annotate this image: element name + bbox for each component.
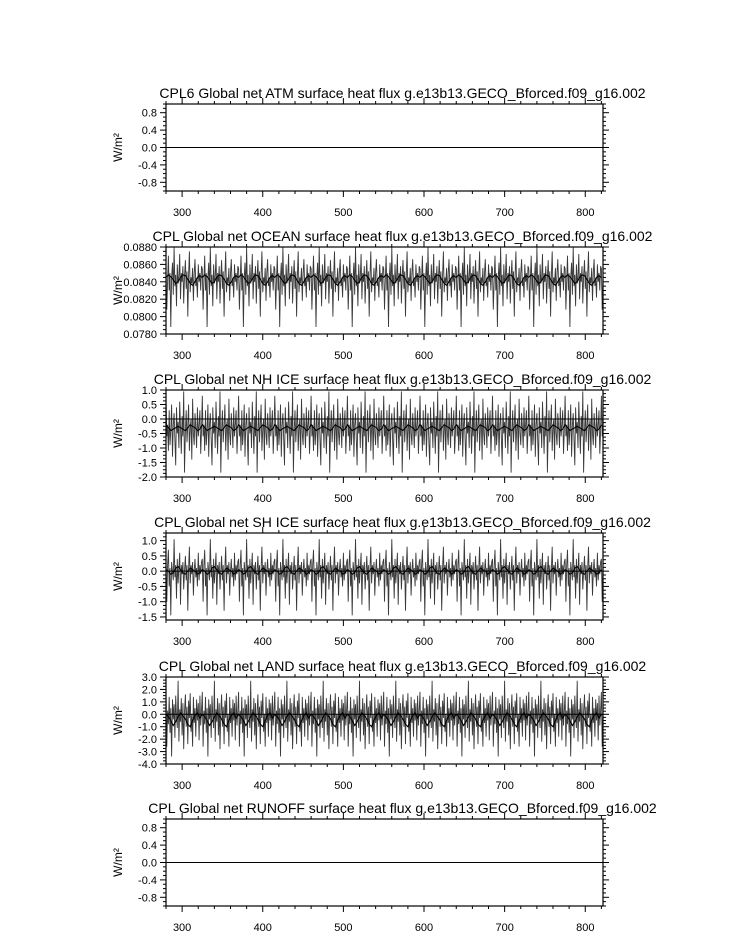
y-tick-label: 3.0 <box>141 672 157 684</box>
x-tick-label: 800 <box>576 922 595 934</box>
panel-title: CPL6 Global net ATM surface heat flux g.e13b13.GECO_Bforced.f09_g16.002 <box>159 85 646 101</box>
y-tick-label: -0.5 <box>138 581 157 594</box>
x-tick-label: 500 <box>334 350 353 362</box>
y-axis-label: W/m² <box>111 848 125 877</box>
y-tick-label: 0.0 <box>141 566 157 579</box>
y-tick-label: -1.0 <box>138 596 157 609</box>
x-tick-label: 600 <box>414 780 434 792</box>
series-line-monthly <box>166 539 603 615</box>
y-tick-label: 0.0 <box>141 142 157 155</box>
y-axis-label: W/m² <box>111 562 125 591</box>
x-tick-label: 800 <box>576 207 595 219</box>
x-tick-label: 800 <box>576 780 595 792</box>
y-tick-label: 0.0 <box>141 709 157 722</box>
x-tick-label: 300 <box>172 780 192 792</box>
y-tick-label: -1.5 <box>138 457 157 470</box>
y-tick-label: -0.4 <box>138 874 157 887</box>
y-tick-label: -0.4 <box>138 159 157 172</box>
y-tick-label: -0.5 <box>138 428 157 441</box>
panel-3 <box>111 514 651 648</box>
panel-5 <box>111 800 657 934</box>
x-tick-label: 500 <box>334 780 353 792</box>
panel-0 <box>111 85 646 219</box>
y-tick-label: 0.4 <box>141 840 157 853</box>
x-tick-label: 400 <box>253 493 272 505</box>
series-line-monthly <box>166 391 603 472</box>
y-tick-label: 0.8 <box>141 107 157 120</box>
x-tick-label: 600 <box>414 636 434 648</box>
y-tick-label: 1.0 <box>141 385 157 397</box>
x-tick-label: 300 <box>172 493 192 505</box>
series-line-monthly <box>166 247 603 327</box>
panel-2 <box>111 371 651 505</box>
panel-title: CPL Global net OCEAN surface heat flux g.e13b13.GECO_Bforced.f09_g16.002 <box>152 228 653 244</box>
y-tick-label: 0.0 <box>141 414 157 426</box>
y-tick-label: 0.0820 <box>123 294 157 307</box>
y-tick-label: -4.0 <box>138 759 157 771</box>
x-tick-label: 400 <box>253 922 272 934</box>
x-tick-label: 500 <box>334 636 353 648</box>
x-tick-label: 300 <box>172 636 192 648</box>
x-tick-label: 300 <box>172 922 192 934</box>
y-axis-label: W/m² <box>111 706 125 735</box>
x-tick-label: 500 <box>334 493 353 505</box>
y-tick-label: 1.0 <box>141 696 157 709</box>
x-tick-label: 600 <box>414 922 434 934</box>
x-tick-label: 800 <box>576 636 595 648</box>
y-tick-label: 0.5 <box>141 399 157 412</box>
x-tick-label: 500 <box>334 922 353 934</box>
y-tick-label: -1.0 <box>138 443 157 455</box>
y-tick-label: 0.5 <box>141 550 157 563</box>
x-tick-label: 800 <box>576 350 595 362</box>
x-tick-label: 500 <box>334 207 353 219</box>
y-tick-label: -3.0 <box>138 746 157 759</box>
x-tick-label: 700 <box>495 636 514 648</box>
x-tick-label: 300 <box>172 207 192 219</box>
x-tick-label: 400 <box>253 207 272 219</box>
x-tick-label: 300 <box>172 350 192 362</box>
y-tick-label: -2.0 <box>138 472 157 484</box>
y-tick-label: 0.0860 <box>123 259 157 272</box>
y-tick-label: -2.0 <box>138 734 157 747</box>
x-tick-label: 400 <box>253 350 272 362</box>
y-tick-label: 0.4 <box>141 125 157 138</box>
series-line-monthly <box>166 681 603 757</box>
x-tick-label: 700 <box>495 493 514 505</box>
panel-title: CPL Global net SH ICE surface heat flux g.e13b13.GECO_Bforced.f09_g16.002 <box>154 514 651 530</box>
y-tick-label: 0.0840 <box>123 276 157 289</box>
y-axis-label: W/m² <box>111 276 125 305</box>
y-tick-label: -1.0 <box>138 721 157 734</box>
panel-1 <box>111 228 653 362</box>
panel-title: CPL Global net NH ICE surface heat flux g.e13b13.GECO_Bforced.f09_g16.002 <box>153 371 652 387</box>
panel-4 <box>111 658 646 792</box>
x-tick-label: 700 <box>495 350 514 362</box>
y-axis-label: W/m² <box>111 133 125 162</box>
y-tick-label: 0.8 <box>141 822 157 835</box>
y-tick-label: 0.0800 <box>123 311 157 324</box>
y-tick-label: -1.5 <box>138 611 157 624</box>
x-tick-label: 800 <box>576 493 595 505</box>
y-axis-label: W/m² <box>111 419 125 448</box>
x-tick-label: 600 <box>414 207 434 219</box>
y-tick-label: -0.8 <box>138 892 157 905</box>
panel-title: CPL Global net LAND surface heat flux g.e13b13.GECO_Bforced.f09_g16.002 <box>158 658 647 674</box>
x-tick-label: 700 <box>495 780 514 792</box>
x-tick-label: 700 <box>495 207 514 219</box>
x-tick-label: 400 <box>253 780 272 792</box>
x-tick-label: 400 <box>253 636 272 648</box>
y-tick-label: 2.0 <box>141 684 157 697</box>
x-tick-label: 700 <box>495 922 514 934</box>
x-tick-label: 600 <box>414 493 434 505</box>
y-tick-label: -0.8 <box>138 177 157 190</box>
panel-title: CPL Global net RUNOFF surface heat flux g.e13b13.GECO_Bforced.f09_g16.002 <box>148 800 657 816</box>
y-tick-label: 0.0 <box>141 857 157 870</box>
y-tick-label: 0.0880 <box>123 242 157 254</box>
y-tick-label: 1.0 <box>141 535 157 548</box>
x-tick-label: 600 <box>414 350 434 362</box>
y-tick-label: 0.0780 <box>123 329 157 341</box>
